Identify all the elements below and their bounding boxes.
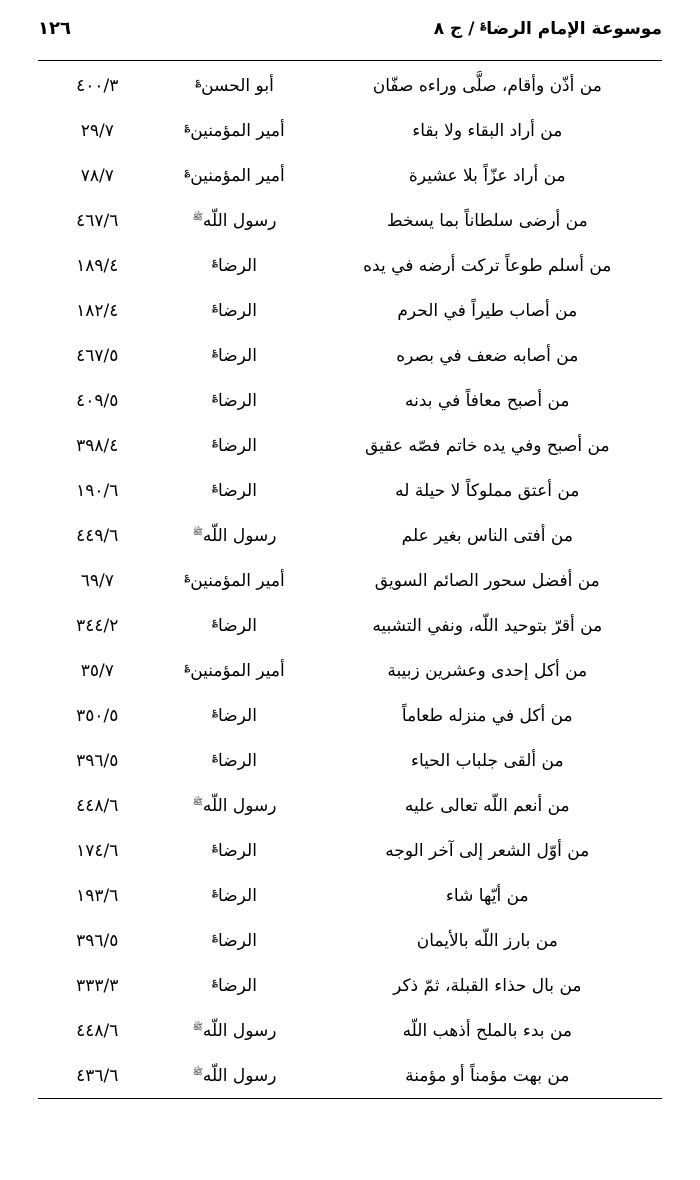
- book-title: [434, 19, 662, 39]
- table-row: [38, 1053, 662, 1098]
- row-title: من أسلم طوعاً تركت أرضه في يده: [363, 255, 612, 276]
- honorific-icon: ؏: [212, 390, 219, 402]
- row-source-label: الرضا: [218, 345, 257, 366]
- honorific-icon: ؏: [184, 165, 191, 177]
- table-row: [38, 558, 662, 603]
- honorific-icon: ؏: [184, 570, 191, 582]
- row-ref: ٤٣٦/٦: [76, 1065, 119, 1086]
- table-row: [38, 648, 662, 693]
- index-table-body: [38, 63, 662, 1098]
- honorific-icon: ؏: [480, 19, 487, 31]
- row-ref: ٦٩/٧: [80, 570, 114, 591]
- row-source-label: أبو الحسن: [201, 75, 274, 96]
- row-title: من أصبح وفي يده خاتم فصّه عقيق: [364, 435, 610, 456]
- row-source-label: رسول اللّه: [202, 1020, 277, 1041]
- honorific-icon: ؏: [212, 615, 219, 627]
- table-row: [38, 198, 662, 243]
- row-source: [157, 783, 313, 828]
- honorific-icon: ؏: [212, 705, 219, 717]
- row-source: [157, 513, 313, 558]
- table-row: [38, 918, 662, 963]
- row-ref: ٣٥٠/٥: [76, 705, 119, 726]
- row-source: [157, 333, 313, 378]
- row-source: [157, 738, 313, 783]
- table-row: [38, 108, 662, 153]
- row-title: من أقرّ بتوحيد اللّه، ونفي التشبيه: [372, 615, 603, 636]
- table-row: [38, 153, 662, 198]
- book-volume: / ج ٨: [433, 19, 475, 39]
- header-divider: [38, 60, 662, 61]
- row-source-label: أمير المؤمنين: [190, 165, 285, 186]
- honorific-icon: ﷺ: [192, 1066, 203, 1077]
- row-ref: ٣٣٣/٣: [76, 975, 119, 996]
- row-ref: ١٨٩/٤: [76, 255, 119, 276]
- row-source: [157, 198, 313, 243]
- row-source: [157, 828, 313, 873]
- row-title: من أوّل الشعر إلى آخر الوجه: [385, 840, 590, 861]
- row-source: [157, 1053, 313, 1098]
- honorific-icon: ؏: [212, 885, 219, 897]
- row-source-label: أمير المؤمنين: [190, 570, 285, 591]
- row-title: من بهت مؤمناً أو مؤمنة: [405, 1065, 570, 1086]
- row-ref: ١٧٤/٦: [76, 840, 119, 861]
- row-title: من بال حذاء القبلة، ثمّ ذكر: [393, 975, 582, 996]
- row-ref: ١٩٣/٦: [76, 885, 119, 906]
- row-source: [157, 63, 313, 108]
- row-source: [157, 423, 313, 468]
- row-source-label: أمير المؤمنين: [190, 660, 285, 681]
- table-row: [38, 423, 662, 468]
- row-title: من أصابه ضعف في بصره: [396, 345, 579, 366]
- row-source: [157, 153, 313, 198]
- row-source: [157, 288, 313, 333]
- honorific-icon: ؏: [212, 300, 219, 312]
- row-title: من أنعم اللّه تعالى عليه: [404, 795, 570, 816]
- row-source-label: الرضا: [218, 840, 257, 861]
- honorific-icon: ﷺ: [192, 526, 203, 537]
- book-title-main: موسوعة الإمام الرضا: [486, 19, 662, 39]
- table-row: [38, 738, 662, 783]
- row-source-label: الرضا: [218, 390, 257, 411]
- honorific-icon: ؏: [212, 750, 219, 762]
- row-source: [157, 693, 313, 738]
- row-ref: ٣٩٨/٤: [76, 435, 119, 456]
- table-row: [38, 243, 662, 288]
- table-row: [38, 468, 662, 513]
- row-ref: ٤٦٧/٥: [76, 345, 119, 366]
- honorific-icon: ﷺ: [192, 1021, 203, 1032]
- page-number: ١٢٦: [38, 18, 71, 39]
- row-title: من أفتى الناس بغير علم: [401, 525, 573, 546]
- row-source-label: رسول اللّه: [202, 525, 277, 546]
- honorific-icon: ؏: [212, 255, 219, 267]
- row-source: [157, 243, 313, 288]
- row-source: [157, 1008, 313, 1053]
- row-ref: ١٩٠/٦: [76, 480, 119, 501]
- row-ref: ٣٩٦/٥: [76, 930, 119, 951]
- row-ref: ١٨٢/٤: [76, 300, 119, 321]
- row-title: من أذّن وأقام، صلَّى وراءه صفّان: [372, 75, 602, 96]
- row-source: [157, 108, 313, 153]
- table-row: [38, 828, 662, 873]
- row-ref: ٤٠٠/٣: [76, 75, 119, 96]
- row-title: من أيّها شاء: [445, 885, 529, 906]
- honorific-icon: ؏: [184, 120, 191, 132]
- row-ref: ٣٤٤/٢: [76, 615, 119, 636]
- footer-divider: [38, 1098, 662, 1099]
- row-title: من أفضل سحور الصائم السويق: [374, 570, 600, 591]
- row-source-label: الرضا: [218, 480, 257, 501]
- row-source-label: الرضا: [218, 885, 257, 906]
- honorific-icon: ؏: [212, 930, 219, 942]
- row-title: من أصاب طيراً في الحرم: [397, 300, 578, 321]
- row-ref: ٤٤٨/٦: [76, 1020, 119, 1041]
- row-source-label: أمير المؤمنين: [190, 120, 285, 141]
- table-row: [38, 513, 662, 558]
- row-ref: ٣٩٦/٥: [76, 750, 119, 771]
- table-row: [38, 333, 662, 378]
- row-source: [157, 873, 313, 918]
- row-source-label: الرضا: [218, 975, 257, 996]
- row-title: من بارز اللّه بالأيمان: [416, 930, 558, 951]
- row-source: [157, 648, 313, 693]
- row-source-label: الرضا: [218, 435, 257, 456]
- index-table: [38, 63, 662, 1098]
- honorific-icon: ؏: [212, 345, 219, 357]
- honorific-icon: ؏: [212, 480, 219, 492]
- table-row: [38, 783, 662, 828]
- row-source: [157, 558, 313, 603]
- table-row: [38, 963, 662, 1008]
- row-ref: ٣٥/٧: [80, 660, 114, 681]
- table-row: [38, 1008, 662, 1053]
- row-ref: ٧٨/٧: [80, 165, 114, 186]
- honorific-icon: ؏: [184, 660, 191, 672]
- honorific-icon: ؏: [195, 75, 202, 87]
- row-source-label: رسول اللّه: [202, 1065, 277, 1086]
- honorific-icon: ؏: [212, 840, 219, 852]
- table-row: [38, 693, 662, 738]
- row-source-label: الرضا: [218, 615, 257, 636]
- row-title: من أراد عزّاً بلا عشيرة: [408, 165, 566, 186]
- row-title: من أرضى سلطاناً بما يسخط: [386, 210, 588, 231]
- row-source-label: الرضا: [218, 930, 257, 951]
- table-row: [38, 603, 662, 648]
- row-title: من أراد البقاء ولا بقاء: [412, 120, 563, 141]
- table-row: [38, 63, 662, 108]
- row-title: من أكل إحدى وعشرين زبيبة: [387, 660, 588, 681]
- row-title: من أعتق مملوكاً لا حيلة له: [395, 480, 580, 501]
- row-ref: ٤٤٨/٦: [76, 795, 119, 816]
- honorific-icon: ﷺ: [192, 796, 203, 807]
- table-row: [38, 378, 662, 423]
- row-ref: ٤٤٩/٦: [76, 525, 119, 546]
- row-source: [157, 603, 313, 648]
- row-title: من بدء بالملح أذهب اللّه: [402, 1020, 572, 1041]
- row-ref: ٤٦٧/٦: [76, 210, 119, 231]
- page-header: [38, 0, 662, 56]
- row-source-label: رسول اللّه: [202, 795, 277, 816]
- row-title: من أكل في منزله طعاماً: [401, 705, 573, 726]
- honorific-icon: ؏: [212, 975, 219, 987]
- row-ref: ٢٩/٧: [80, 120, 114, 141]
- row-title: من أصبح معافاً في بدنه: [405, 390, 570, 411]
- row-source: [157, 468, 313, 513]
- row-source-label: الرضا: [218, 705, 257, 726]
- row-source: [157, 378, 313, 423]
- honorific-icon: ﷺ: [192, 211, 203, 222]
- row-ref: ٤٠٩/٥: [76, 390, 119, 411]
- table-row: [38, 288, 662, 333]
- row-source: [157, 963, 313, 1008]
- row-source: [157, 918, 313, 963]
- honorific-icon: ؏: [212, 435, 219, 447]
- row-source-label: رسول اللّه: [202, 210, 277, 231]
- row-source-label: الرضا: [218, 255, 257, 276]
- table-row: [38, 873, 662, 918]
- row-title: من ألقى جلباب الحياء: [411, 750, 564, 771]
- row-source-label: الرضا: [218, 750, 257, 771]
- row-source-label: الرضا: [218, 300, 257, 321]
